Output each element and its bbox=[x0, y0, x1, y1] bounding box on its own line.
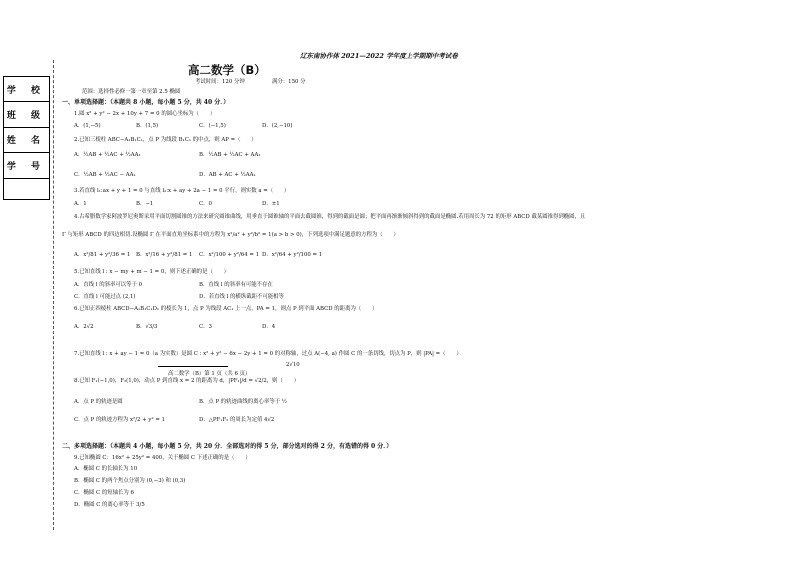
q1-option-d[interactable]: D．(2,−10) bbox=[262, 123, 293, 129]
q7-stem: 7.已知直线 l : x + ay − 1 = 0（a 为实数）是圆 C : x² + y² − 6x − 2y + 1 = 0 的对称轴，过点 A(−4, a) 作圆 C 的一条切线，切点为 P，则 |PA| =（ ） bbox=[74, 351, 462, 357]
q8-option-c[interactable]: C．点 P 的轨迹方程为 x²/2 + y² = 1 bbox=[74, 417, 165, 423]
page-footer: 高二数学（B）第 1 页（共 6 页） bbox=[168, 371, 251, 377]
section2-heading: 二、多项选择题：（本题共 4 小题，每小题 5 分，共 20 分．全部选对的得 5 分，部分选对的得 2 分，有选错的得 0 分．） bbox=[62, 443, 393, 450]
q9-stem: 9.已知椭圆 C：16x² + 25y² = 400，关于椭圆 C 下述正确的是（ ） bbox=[74, 455, 251, 461]
q3-option-c[interactable]: C．0 bbox=[199, 201, 212, 207]
q9-option-d[interactable]: D．椭圆 C 的离心率等于 3/5 bbox=[74, 502, 145, 508]
q9-option-b[interactable]: B．椭圆 C 的两个焦点分别为 (0,−3) 和 (0,3) bbox=[74, 478, 186, 484]
student-id-field[interactable]: 学 号 bbox=[4, 153, 49, 178]
q8-option-a[interactable]: A．点 P 的轨迹是圆 bbox=[74, 399, 123, 405]
q1-option-c[interactable]: C．(−1,5) bbox=[199, 123, 226, 129]
student-info-box bbox=[3, 76, 50, 200]
exam-header: 辽东南协作体 2021—2022 学年度上学期期中考试卷 bbox=[300, 52, 458, 60]
q4-option-a[interactable]: A．x²/81 + y²/36 = 1 bbox=[74, 252, 131, 258]
q5-option-a[interactable]: A．直线 l 的斜率可以等于 0 bbox=[74, 282, 143, 288]
q3-option-b[interactable]: B．−1 bbox=[136, 201, 154, 207]
q2-option-d[interactable]: D．AB + AC + ½AA₁ bbox=[199, 172, 256, 178]
q5-option-c[interactable]: C．直线 l 可能过点 (2,1) bbox=[74, 294, 136, 300]
exam-time: 考试时间：120 分钟 bbox=[195, 79, 245, 85]
q5-option-b[interactable]: B．直线 l 的斜率有可能不存在 bbox=[199, 282, 273, 288]
q2-option-c[interactable]: C．½AB + ½AC − AA₁ bbox=[74, 172, 136, 178]
q8-option-b[interactable]: B．点 P 的轨迹曲线的离心率等于 ½ bbox=[199, 399, 288, 405]
q7-tail: 2√10 bbox=[286, 362, 300, 368]
exam-scope: 范围：选择性必修一第一章至第 2.5 椭圆 bbox=[82, 89, 181, 95]
name-field[interactable]: 姓 名 bbox=[4, 128, 49, 153]
section1-heading: 一、单项选择题：（本题共 8 小题，每小题 5 分，共 40 分．） bbox=[62, 99, 230, 106]
binding-cut-line bbox=[53, 60, 54, 530]
q9-option-a[interactable]: A．椭圆 C 的长轴长为 10 bbox=[74, 466, 138, 472]
q1-option-a[interactable]: A．(1,−5) bbox=[74, 123, 101, 129]
q6-option-b[interactable]: B．√3/3 bbox=[136, 324, 158, 330]
q5-stem: 5.已知直线 l : x − my + m − 1 = 0，则下述正确的是（ ） bbox=[74, 269, 230, 275]
page-footer-rule bbox=[158, 366, 228, 367]
q6-option-d[interactable]: D．4 bbox=[262, 324, 276, 330]
q4-option-d[interactable]: D．x²/64 + y²/100 = 1 bbox=[262, 252, 323, 258]
q4-option-c[interactable]: C．x²/100 + y²/64 = 1 bbox=[199, 252, 260, 258]
q8-option-d[interactable]: D．△PF₁F₂ 的周长为定值 4√2 bbox=[199, 417, 275, 423]
q3-option-a[interactable]: A．1 bbox=[74, 201, 87, 207]
blank-cell bbox=[4, 179, 49, 203]
q3-option-d[interactable]: D．±1 bbox=[262, 201, 280, 207]
q6-option-c[interactable]: C．3 bbox=[199, 324, 212, 330]
q5-option-d[interactable]: D．若直线 l 的横纵截距不可能相等 bbox=[199, 294, 284, 300]
school-field[interactable]: 学 校 bbox=[4, 77, 49, 102]
q6-stem: 6.已知正四棱柱 ABCD−A₁B₁C₁D₁ 的棱长为 1，点 P 为线段 AC₁ 上一点，PA = 1，则点 P 到平面 ABCD 的距离为（ ） bbox=[74, 306, 378, 312]
q8-stem: 8.已知 F₁(−1,0)，F₂(1,0)，动点 P 到直线 x = 2 的距离为 d，|PF₁|/d = √2/2，则（ ） bbox=[74, 378, 300, 384]
q4-stem-line2: Γ 与矩形 ABCD 的四边相切.设椭圆 Γ 在平面直角坐标系中的方程为 x²/a² + y²/b² = 1(a > b > 0)，下列选项中满足题意的方程为（ ） bbox=[62, 232, 399, 238]
q4-option-b[interactable]: B．x²/16 + y²/81 = 1 bbox=[136, 252, 193, 258]
q2-option-a[interactable]: A．½AB + ½AC + ½AA₁ bbox=[74, 152, 141, 158]
q1-option-b[interactable]: B．(1,5) bbox=[136, 123, 159, 129]
page-title: 高二数学（B） bbox=[188, 63, 266, 77]
q2-stem: 2.已知三棱柱 ABC−A₁B₁C₁，点 P 为线段 B₁C₁ 的中点，则 AP =（ ） bbox=[74, 137, 257, 143]
q9-option-c[interactable]: C．椭圆 C 的短轴长为 6 bbox=[74, 490, 134, 496]
exam-score: 满分：150 分 bbox=[272, 79, 306, 85]
q3-stem: 3.若直线 l₁:ax + y + 1 = 0 与直线 l₂:x + ay + 2a − 1 = 0 平行，则实数 a =（ ） bbox=[74, 188, 290, 194]
q1-stem: 1.圆 x² + y² − 2x + 10y + 7 = 0 的圆心坐标为（ ） bbox=[74, 111, 216, 117]
class-field[interactable]: 班 级 bbox=[4, 102, 49, 127]
q6-option-a[interactable]: A．2√2 bbox=[74, 324, 94, 330]
q2-option-b[interactable]: B．½AB + ½AC + AA₁ bbox=[199, 152, 261, 158]
q4-stem-line1: 4.古希腊数学家阿波罗尼奥斯采用平面切割圆锥的方法来研究圆锥曲线，用垂直于圆锥轴的平面去截圆锥，得到的截面是圆；把平面再渐渐倾斜得到的截面是椭圆.若用周长为 72 的矩形 ABCD 截某圆锥得到椭圆，且 bbox=[74, 214, 586, 220]
